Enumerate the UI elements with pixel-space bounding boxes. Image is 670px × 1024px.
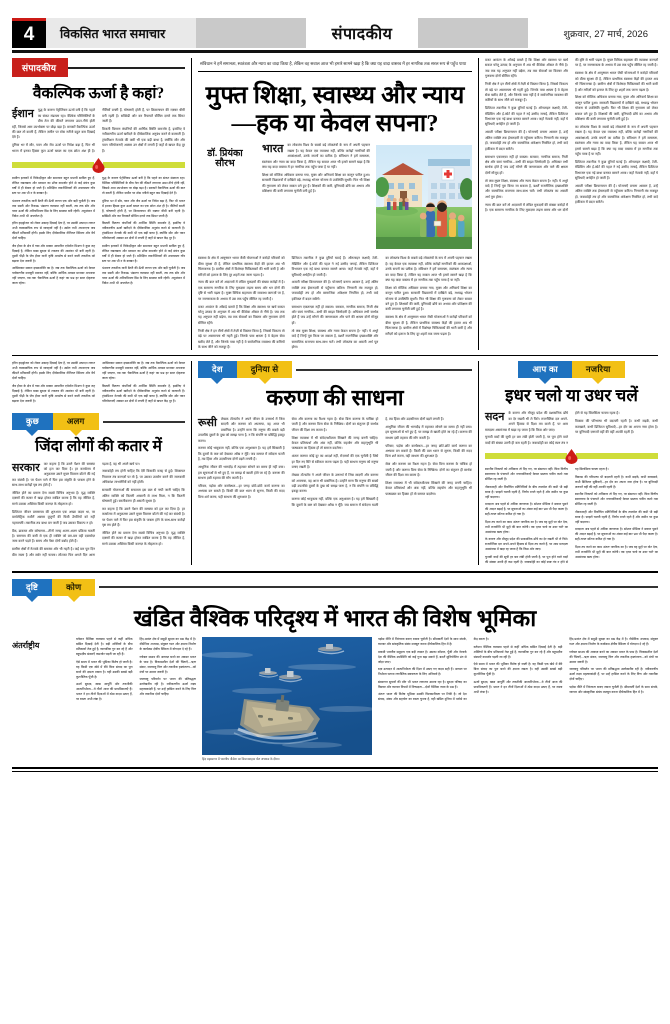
- zinda-tag-rule: [103, 421, 185, 423]
- editorial-label: संपादकीय: [12, 58, 68, 77]
- bottom-byline: अंतर्राष्ट्रीय: [12, 641, 40, 651]
- paragraph: बैंक, डाकघर और कोषागार—तीनों जगह अलग-अलग प्रक्रिया चलती है। समन्वय की कमी से एक ही व्यक्ति को बार-बार वही दस्तावेज़ जमा करने पड़ते हैं। समय और पैसा दोनों बर्बाद होते हैं।: [12, 528, 95, 544]
- paragraph: जैव ईंधन के क्षेत्र में गन्ना और मक्का आधारित एथेनॉल मिश्रण ने कुछ राह दिखाई है, लेकिन खाद्य सुरक्षा से टकराव की आशंका भी बनी रहती है। दूसरी पीढ़ी के जैव ईंधन यानी कृषि अवशेष से बनने वाली तकनीक को बढ़ावा देना ज़रूरी है।: [12, 383, 95, 403]
- paragraph: मतदाता अब पहले से अधिक जागरूक है। सोशल मीडिया ने सवाल पूछने की आदत बढ़ाई है, पर सूचनाओं का अंबार कई बार भ्रम भी पैदा करता है। सही-गलत छाँटना कठिन हो गया है।: [575, 527, 658, 542]
- bottom-headline: खंडित वैश्विक परिदृश्य में भारत की विशेष भूमिका: [133, 605, 537, 631]
- tag-nazariya[interactable]: नजरिया: [572, 361, 625, 378]
- paragraph: भंडारण तकनीक यानी बैटरी की ऊँची लागत एक और बड़ी चुनौती है। जब तक सस्ती और टिकाऊ भंडारण व्यवस्था नहीं बनती, तब तक सौर और पवन ऊर्जा की अनियमितता ग्रिड के लिए समस्या बनी रहेगी। अनुसंधान में निवेश अभी भी अपर्याप्त है।: [102, 266, 185, 286]
- masthead-spacer-right: [418, 18, 528, 48]
- paragraph: जवाबदेही तय होनी चाहिए कि देरी किसकी वजह से हुई। शिकायत निवारण तंत्र कागज़ों पर तो है, पर उसका उपयोग करने की जानकारी अधिकांश लाभार्थियों को नहीं होती।: [102, 469, 185, 485]
- tag-kuch[interactable]: कुछ: [12, 413, 53, 430]
- top-grid: [12, 58, 658, 350]
- main-lead-text: [262, 143, 370, 197]
- paragraph: लेखक टॉल्स्टॉय ने अपने जीवन के उत्तरार्ध में जिस सादगी और करुणा को अपनाया, वह आज भी प्रासंगिक है। उन्होंने माना कि मनुष्य की सबसे बड़ी उपलब्धि दूसरों के दुख को समझ पाना है, न कि संपत्ति या प्रसिद्धि इकट्ठा करना।: [291, 473, 379, 494]
- footer-rule-thin: [12, 771, 658, 772]
- paragraph: दिशा तय करने का काम अंततः नागरिक का है। जब वह मुद्दों पर वोट देगा, तभी राजनीति भी मुद्दों की बात करेगी। तब 'इधर चलो या उधर चलें' का असमंजस खत्म होगा।: [575, 544, 658, 559]
- divider-bar-left: [485, 453, 567, 459]
- paragraph: प्रवासी भारतीय समुदाय एक बड़ी ताक़त है। उसका कौशल, पूँजी और नेटवर्क देश की वैश्विक उपस्थिति को कई गुना बढ़ा सकते हैं, बशर्ते सुनियोजित ढंग से जोड़ा जाए।: [378, 649, 467, 664]
- paragraph: विकास की परिभाषा भी बदलती रहती है। कभी सड़कें, कभी कारख़ाने, कभी डिजिटल सुविधाएँ—हर दौर का अपना नारा होता है। पर बुनियादी ज़रूरतें वहीं की वहीं अटकी रहती हैं।: [575, 419, 658, 435]
- right-top-column: [478, 58, 658, 350]
- paragraph: का लोकतंत्र विश्व के सबसे बड़े लोकतंत्रों के रूप में अपनी पहचान रखता है। यह केवल एक व्यवस्था नहीं, बल्कि करोड़ों नागरिकों की आकांक्षाओं, उनके सपनों का प्रतीक है। संविधान ने हमें समानता, स्वतंत्रता और न्याय का वादा किया है, लेकिन यह सवाल आज भी हमारे सामने खड़ा है कि क्या यह वादा वास्तव में हर नागरिक तक पहुँच पाया है या नहीं।: [385, 256, 472, 282]
- paragraph: हिंद-प्रशांत क्षेत्र में समुद्री सुरक्षा का प्रश्न केंद्र में है। नौसैनिक अभ्यास, संयुक्त गश्त और क्षमता निर्माण के कार्यक्रम क्षेत्रीय स्थिरता में योगदान दे रहे हैं।: [139, 637, 196, 652]
- paragraph: स्वास्थ्य के क्षेत्र में आयुष्मान भारत जैसी योजनाओं ने करोड़ों परिवारों को बीमा सुरक्षा दी है, लेकिन प्राथमिक स्वास्थ्य केंद्रों की हालत अब भी चिंताजनक है। ग्रामीण क्षेत्रों में विशेषज्ञ चिकित्सकों की भारी कमी है और मरीज़ों को इलाज के लिए दूर शहरों तक जाना पड़ता है।: [385, 315, 472, 336]
- paragraph: समाधान एकतरफ़ा नहीं हो सकता। सरकार, नागरिक समाज, निजी क्षेत्र और स्वयं नागरिक—सभी की साझा जिम्मेदारी है। अधिकार तभी सार्थक होते हैं जब उन्हें माँगने की जागरूकता और पाने की क्षमता दोनों मौजूद हों।: [291, 304, 379, 325]
- zinda-body: [12, 462, 185, 559]
- paragraph: ऊर्जा सुरक्षा, खाद्य आपूर्ति और तकनीकी आत्मनिर्भरता—ये तीनों आज की प्राथमिकताएँ हैं। भारत ने इन तीनों दिशाओं में ठोस कदम उठाए हैं, पर रास्ता अभी लंबा है।: [76, 682, 133, 702]
- editorial-body: [12, 108, 185, 155]
- paragraph: तो क्या मुफ़्त शिक्षा, स्वास्थ्य और न्याय केवल सपना है? नहीं। ये अधूरे वादे हैं जिन्हें पूरा किया जा सकता है, बशर्ते राजनीतिक इच्छाशक्ति और सामाजिक सजगता साथ-साथ चलें। तभी लोकतंत्र का असली अर्थ पूरा होगा।: [291, 328, 379, 349]
- paragraph: बिजली वितरण कंपनियों की आर्थिक स्थिति कमजोर है, इसलिए वे नवीकरणीय ऊर्जा खरीदने के दीर्घकालिक अनुबंध करने से कतराती हैं। ट्रांसमिशन नेटवर्क की कमी भी एक बड़ी बाधा है, क्योंकि सौर और पवन परियोजनाएँ अक्सर उन क्षेत्रों में लगती हैं जहाँ से खपत केंद्र दूर हैं।: [102, 127, 185, 153]
- paragraph: जीवित होने का प्रमाण देना सबसे विचित्र अनुभव है। वृद्ध व्यक्ति दफ़्तरों की कतार में खड़ा होकर साबित करता है कि वह जीवित है, मानो उसका अस्तित्व किसी कागज़ के मोहताज हो।: [12, 491, 95, 506]
- main-lead-word: भारत: [262, 143, 284, 156]
- paragraph: के कारण और मौजूद प्रदेश की प्रशासनिक ढाँचे का देर रखती भी ले फिरे। राजनीतिक दल अपने-अपने हिसाब से दिशा तय करते हैं, पर आम मतदाता असमंजस में खड़ा रह जाता है कि किस ओर जाए।: [485, 411, 568, 432]
- paragraph: जलवायु परिवर्तन पर भारत की प्रतिबद्धता उल्लेखनीय रही है। नवीकरणीय ऊर्जा लक्ष्य महत्वाकांक्षी हैं, पर उन्हें हासिल करने के लिए वित्त और तकनीक दोनों चाहिए।: [139, 677, 196, 697]
- masthead: [12, 18, 658, 48]
- main-byline: डॉ. प्रियंका सौरभ: [207, 149, 243, 169]
- tag-duniya-se[interactable]: दुनिया से: [237, 361, 293, 378]
- paragraph: अंततः भारत की विशेष भूमिका उसकी विश्वसनीयता पर टिकी है। जो देश संवाद, संयम और सहयोग का रास्ता चुनता है, वही खंडित दुनिया में भरोसे का केंद्र बनता है।: [378, 637, 489, 702]
- paragraph: डिजिटल जीवन प्रमाणपत्र की शुरुआत एक अच्छा कदम था, पर बायोमेट्रिक मशीनें अक्सर बुज़ुर्गों की घिसी उँगलियों को नहीं पहचानतीं। तकनीक तब बाधा बन जाती है जब उसका विकल्प न हो।: [12, 509, 95, 525]
- tag-kon[interactable]: कोण: [52, 579, 95, 596]
- main-top-row: [198, 143, 472, 253]
- paragraph: निजी क्षेत्र ने इन तीनों क्षेत्रों में तेज़ी से विस्तार किया है, जिससे विकल्प तो बढ़े पर असमानता भी गहरी हुई। जिनके पास क्षमता है वे बेहतर सेवा खरीद लेते हैं, और जिनके पास नहीं है वे सार्वजनिक व्यवस्था की कमियों के साथ जीने को मजबूर हैं।: [485, 82, 568, 103]
- mid-rule: [12, 355, 658, 356]
- idhar-body: [485, 411, 658, 446]
- middle-left-column: [12, 361, 192, 564]
- drop-divider-right: [485, 450, 658, 462]
- bottom-left-body: [76, 637, 196, 702]
- bottom-content-row: [12, 637, 658, 761]
- paragraph: वर्तमान वैश्विक व्यवस्था पहले से कहीं अधिक खंडित दिखाई देती है। बड़ी शक्तियों के बीच प्रतिस्पर्धा तेज़ हुई है, व्यापारिक गुट बन रहे हैं और बहुपक्षीय संस्थाएँ कमजोर पड़ती जा रही हैं।: [76, 637, 133, 657]
- paragraph: चुनावी वादों की सूची हर बार लंबी होती जाती है, पर पूरा होने वाले वादों की संख्या उतनी ही कम रहती है। जवाबदेही का कोई स्पष्ट तंत्र न होने से यह सिलसिला चलता रहता है।: [485, 411, 620, 445]
- drop-divider: [12, 159, 185, 171]
- section-title: संपादकीय: [306, 18, 419, 48]
- bottom-byline-box: [12, 637, 70, 651]
- paragraph: नौकरशाही और निर्वाचित प्रतिनिधियों के बीच तालमेल की कमी भी बड़ी बाधा है। फ़ाइलें चलती रहती हैं, निर्णय टलते रहते हैं और ज़मीन पर कुछ नहीं बदलता।: [485, 484, 568, 499]
- paragraph: हरित हाइड्रोजन को लेकर उत्साह दिखाई देता है, पर उसकी उत्पादन लागत अभी व्यावसायिक रूप से व्यवहार्य नहीं है। उद्योग तभी अपनाएगा जब कीमतें प्रतिस्पर्धी होंगी। इसके लिए दीर्घकालिक नीतिगत स्थिरता और धैर्य दोनों चाहिए।: [12, 361, 95, 381]
- tag-aap-ka[interactable]: आप का: [518, 361, 571, 378]
- main-body-3col: [198, 256, 472, 350]
- karuna-headline: करुणा की साधना: [266, 385, 404, 411]
- paragraph: ऊर्जा सुरक्षा, खाद्य आपूर्ति और तकनीकी आत्मनिर्भरता—ये तीनों आज की प्राथमिकताएँ हैं। भारत ने इन तीनों दिशाओं में ठोस कदम उठाए हैं, पर रास्ता अभी लंबा है।: [473, 679, 563, 694]
- paragraph: शिक्षा को मौलिक अधिकार बनाया गया, मुफ़्त और अनिवार्य शिक्षा का कानून पारित हुआ। सरकारी विद्यालयों में दाखिले बढ़े, मध्याह्न भोजन योजना से उपस्थिति सुधरी। फिर भी शिक्षा की गुणवत्ता को लेकर सवाल बने हुए हैं। शिक्षकों की कमी, बुनियादी ढाँचे का अभाव और प्रशिक्षण की कमी लगातार चुनौती बनी हुई है।: [262, 172, 370, 194]
- paragraph: स्वास्थ्य के क्षेत्र में आयुष्मान भारत जैसी योजनाओं ने करोड़ों परिवारों को बीमा सुरक्षा दी है, लेकिन प्राथमिक स्वास्थ्य केंद्रों की हालत अब भी चिंताजनक है। ग्रामीण क्षेत्रों में विशेषज्ञ चिकित्सकों की भारी कमी है और मरीज़ों को इलाज के लिए दूर शहरों तक जाना पड़ता है।: [575, 71, 658, 92]
- idhar-tag-row: [485, 361, 658, 378]
- paragraph: हिंद-प्रशांत क्षेत्र में समुद्री सुरक्षा का प्रश्न केंद्र में है। नौसैनिक अभ्यास, संयुक्त गश्त और क्षमता निर्माण के कार्यक्रम क्षेत्रीय स्थिरता में योगदान दे रहे हैं।: [569, 637, 658, 647]
- editorial-tail: [12, 361, 185, 406]
- paragraph: करुणा कोई भावुकता नहीं, बल्कि एक अनुशासन है। यह हमें सिखाती है कि दूसरों के कष्ट को देखकर आँख न मूँदें। जब समाज में संवेदना घटती है, तब हिंसा और उदासीनता दोनों बढ़ने लगती हैं।: [291, 416, 444, 507]
- paragraph: बिजली वितरण कंपनियों की आर्थिक स्थिति कमजोर है, इसलिए वे नवीकरणीय ऊर्जा खरीदने के दीर्घकालिक अनुबंध करने से कतराती हैं। ट्रांसमिशन नेटवर्क की कमी भी एक बड़ी बाधा है, क्योंकि सौर और पवन परियोजनाएँ अक्सर उन क्षेत्रों में लगती हैं जहाँ से खपत केंद्र दूर हैं।: [102, 383, 185, 403]
- paragraph: ऐसे समय में भारत की भूमिका विशेष हो जाती है। वह किसी एक खेमे में बँधे बिना संवाद का पुल बनने की क्षमता रखता है। यही उसकी सबसे बड़ी कूटनीतिक पूँजी है।: [76, 659, 133, 679]
- paragraph: दुनिया भर में सौर, पवन और जैव ऊर्जा पर निवेश बढ़ा है, फिर भी भारत में इनका हिस्सा कुल ऊर्जा खपत का एक छोटा अंश ही है। नीतियाँ बनती हैं, घोषणाएँ होती हैं, पर क्रियान्वयन की रफ़्तार धीमी बनी रहती है। सब्सिडी और कर रियायतें सीमित दायरे तक सिमट जाती हैं।: [12, 108, 185, 153]
- paragraph: स्थानीय निकायों को अधिकार तो दिए गए, पर संसाधन नहीं। बिना वित्तीय स्वायत्तता के पंचायतें और नगरपालिकाएँ केवल प्रस्ताव पारित करने तक सीमित रह जाती हैं।: [485, 467, 568, 482]
- editorial-label-rule: [68, 67, 185, 69]
- bottom-image-box: [202, 637, 372, 761]
- main-lead-body: [262, 143, 370, 194]
- page-number: 4: [12, 18, 46, 48]
- bottom-right-body: [378, 637, 658, 702]
- main-headline: मुफ्त शिक्षा, स्वास्थ्य और न्याय—हक या केवल सपना?: [205, 82, 465, 137]
- bottom-article: [12, 579, 658, 762]
- paragraph: जलवायु परिवर्तन पर भारत की प्रतिबद्धता उल्लेखनीय रही है। नवीकरणीय ऊर्जा लक्ष्य महत्वाकांक्षी हैं, पर उन्हें हासिल करने के लिए वित्त और तकनीक दोनों चाहिए।: [569, 667, 658, 682]
- paragraph: के कारण और मौजूद प्रदेश की प्रशासनिक ढाँचे का देर रखती भी ले फिरे। राजनीतिक दल अपने-अपने हिसाब से दिशा तय करते हैं, पर आम मतदाता असमंजस में खड़ा रह जाता है कि किस ओर जाए।: [485, 537, 568, 552]
- paragraph: युद्ध के कारण पेट्रोलियम ऊर्जा बनी है कि पहले का संकट मंडराता रहा। वैश्विक परिस्थितियों के बीच तेल की कीमतें लगातार ऊपर-नीचे होती रहीं, जिससे आम उपभोक्ता पर बोझ बढ़ा है। सरकारें वैकल्पिक ऊर्जा की बात तो करती हैं, लेकिन ज़मीन पर ठोस नतीजे बहुत कम दिखाई देते हैं।: [12, 108, 95, 140]
- bottom-right-text: [378, 637, 658, 702]
- paragraph: कर कहना है कि उसने पेंशन की समस्या को हल कर दिया है। हर कार्यालय में अनुक्रमण उसने मुफ़्त विवरण बाँटने की गई कर संबंधी है। पर पेंशन पाने में फिर इस संकृति के पात्रता होने के साथ-साथ करोड़ों पृष्ठ तय होते हैं।: [102, 506, 185, 528]
- editorial-headline: वैकल्पिक ऊर्जा है कहां?: [32, 85, 165, 102]
- paragraph: आखिरकार सवाल इच्छाशक्ति का है। जब तक वैकल्पिक ऊर्जा को केवल पर्यावरणीय मजबूरी मानकर नहीं, बल्कि आर्थिक अवसर मानकर अपनाया नहीं जाएगा, तब तक 'वैकल्पिक ऊर्जा है कहां' का प्रश्न हर साल दोहराया जाता रहेगा।: [102, 361, 185, 381]
- paragraph: का लोकतंत्र विश्व के सबसे बड़े लोकतंत्रों के रूप में अपनी पहचान रखता है। यह केवल एक व्यवस्था नहीं, बल्कि करोड़ों नागरिकों की आकांक्षाओं, उनके सपनों का प्रतीक है। संविधान ने हमें समानता, स्वतंत्रता और न्याय का वादा किया है, लेकिन यह सवाल आज भी हमारे सामने खड़ा है कि क्या यह वादा वास्तव में हर नागरिक तक पहुँच पाया है या नहीं।: [575, 124, 658, 156]
- paragraph: जैव ईंधन के क्षेत्र में गन्ना और मक्का आधारित एथेनॉल मिश्रण ने कुछ राह दिखाई है, लेकिन खाद्य सुरक्षा से टकराव की आशंका भी बनी रहती है। दूसरी पीढ़ी के जैव ईंधन यानी कृषि अवशेष से बनने वाली तकनीक को बढ़ावा देना ज़रूरी है।: [12, 243, 95, 263]
- paragraph: असली परीक्षा क्रियान्वयन की है। योजनाएँ बनाना आसान है, उन्हें अंतिम व्यक्ति तक ईमानदारी से पहुँचाना कठिन। निगरानी तंत्र मजबूत हो, जवाबदेही तय हो और सामाजिक अंकेक्षण नियमित हो, तभी वादे हकीकत में बदल सकेंगे।: [485, 130, 568, 151]
- middle-grid: [12, 361, 658, 564]
- paragraph: पड़ोस नीति में निरंतरता बनाए रखना चुनौती है। सीमावर्ती देशों के साथ संपर्क, व्यापार और सांस्कृतिक संबंध मजबूत करना दीर्घकालिक हित में है।: [378, 637, 467, 647]
- paragraph: दुनिया भर में सौर, पवन और जैव ऊर्जा पर निवेश बढ़ा है, फिर भी भारत में इनका हिस्सा कुल ऊर्जा खपत का एक छोटा अंश ही है। नीतियाँ बनती हैं, घोषणाएँ होती हैं, पर क्रियान्वयन की रफ़्तार धीमी बनी रहती है। सब्सिडी और कर रियायतें सीमित दायरे तक सिमट जाती हैं।: [102, 198, 185, 218]
- paragraph: बजट आवंटन के आँकड़े बताते हैं कि शिक्षा और स्वास्थ्य पर खर्च सकल घरेलू उत्पाद के अनुपात में अब भी वैश्विक औसत से नीचे है। जब तक यह अनुपात नहीं बढ़ेगा, तब तक सेवाओं का विस्तार और गुणवत्ता दोनों सीमित रहेंगे।: [198, 304, 285, 325]
- paragraph: परिवार, पड़ोस और कार्यस्थल—हर जगह छोटे-छोटे कार्य करुणा का अभ्यास बन सकते हैं। किसी की बात ध्यान से सुनना, किसी की मदद बिना शर्त करना, यही साधना की शुरुआत है।: [385, 443, 472, 459]
- zinda-tag-row: [12, 413, 185, 430]
- paragraph: समाधान एकतरफ़ा नहीं हो सकता। सरकार, नागरिक समाज, निजी क्षेत्र और स्वयं नागरिक—सभी की साझा जिम्मेदारी है। अधिकार तभी सार्थक होते हैं जब उन्हें माँगने की जागरूकता और पाने की क्षमता दोनों मौजूद हों।: [485, 154, 568, 175]
- section-idhar: [478, 361, 658, 564]
- main-illustration-box: [376, 145, 472, 249]
- paragraph: डिजिटल तकनीक ने कुछ दूरियाँ घटाई हैं। ऑनलाइन कक्षाएँ, टेली-मेडिसिन और ई-कोर्ट की पहल ने नई उम्मीद जगाई, लेकिन डिजिटल विभाजन एक नई बाधा बनकर सामने आया। जहाँ नेटवर्क नहीं, वहाँ ये सुविधाएँ अर्थहीन हो जाती हैं।: [485, 106, 568, 127]
- paragraph: आखिरकार सवाल इच्छाशक्ति का है। जब तक वैकल्पिक ऊर्जा को केवल पर्यावरणीय मजबूरी मानकर नहीं, बल्कि आर्थिक अवसर मानकर अपनाया नहीं जाएगा, तब तक 'वैकल्पिक ऊर्जा है कहां' का प्रश्न हर साल दोहराया जाता रहेगा।: [12, 266, 95, 286]
- editorial-label-row: [12, 58, 185, 77]
- paragraph: पड़ोस नीति में निरंतरता बनाए रखना चुनौती है। सीमावर्ती देशों के साथ संपर्क, व्यापार और सांस्कृतिक संबंध मजबूत करना दीर्घकालिक हित में है।: [569, 684, 658, 694]
- paragraph: युद्ध के कारण पेट्रोलियम ऊर्जा बनी है कि पहले का संकट मंडराता रहा। वैश्विक परिस्थितियों के बीच तेल की कीमतें लगातार ऊपर-नीचे होती रहीं, जिससे आम उपभोक्ता पर बोझ बढ़ा है। सरकारें वैकल्पिक ऊर्जा की बात तो करती हैं, लेकिन ज़मीन पर ठोस नतीजे बहुत कम दिखाई देते हैं।: [102, 176, 185, 196]
- paragraph: लेखक टॉल्स्टॉय ने अपने जीवन के उत्तरार्ध में जिस सादगी और करुणा को अपनाया, वह आज भी प्रासंगिक है। उन्होंने माना कि मनुष्य की सबसे बड़ी उपलब्धि दूसरों के दुख को समझ पाना है, न कि संपत्ति या प्रसिद्धि इकट्ठा करना।: [198, 416, 285, 443]
- paragraph: विकास की परिभाषा भी बदलती रहती है। कभी सड़कें, कभी कारख़ाने, कभी डिजिटल सुविधाएँ—हर दौर का अपना नारा होता है। पर बुनियादी ज़रूरतें वहीं की वहीं अटकी रहती हैं।: [575, 474, 658, 489]
- paragraph: चुनावी वादों की सूची हर बार लंबी होती जाती है, पर पूरा होने वाले वादों की संख्या उतनी ही कम रहती है। जवाबदेही का कोई स्पष्ट तंत्र न होने से यह सिलसिला चलता रहता है।: [485, 467, 609, 564]
- paragraph: शिक्षा को मौलिक अधिकार बनाया गया, मुफ़्त और अनिवार्य शिक्षा का कानून पारित हुआ। सरकारी विद्यालयों में दाखिले बढ़े, मध्याह्न भोजन योजना से उपस्थिति सुधरी। फिर भी शिक्षा की गुणवत्ता को लेकर सवाल बने हुए हैं। शिक्षकों की कमी, बुनियादी ढाँचे का अभाव और प्रशिक्षण की कमी लगातार चुनौती बनी हुई है।: [575, 95, 658, 122]
- paragraph: बिजली वितरण कंपनियों की आर्थिक स्थिति कमजोर है, इसलिए वे नवीकरणीय ऊर्जा खरीदने के दीर्घकालिक अनुबंध करने से कतराती हैं। ट्रांसमिशन नेटवर्क की कमी भी एक बड़ी बाधा है, क्योंकि सौर और पवन परियोजनाएँ अक्सर उन क्षेत्रों में लगती हैं जहाँ से खपत केंद्र दूर हैं।: [102, 221, 185, 241]
- masthead-spacer-left: [196, 18, 306, 48]
- idhar-byline: सदन: [485, 411, 505, 424]
- paragraph: ऐसे समय में भारत की भूमिका विशेष हो जाती है। वह किसी एक खेमे में बँधे बिना संवाद का पुल बनने की क्षमता रखता है। यही उसकी सबसे बड़ी कूटनीतिक पूँजी है।: [473, 662, 563, 677]
- idhar-body-cont: [485, 467, 658, 564]
- paragraph: आधुनिक जीवन की भागदौड़ में ठहरकर सोचने का समय ही नहीं बचा। हम सूचनाओं से भरे हुए हैं, पर समझ से खाली होते जा रहे हैं। करुणा की साधना इसी ठहराव की माँग करती है।: [198, 465, 285, 480]
- paragraph: कर कहना है कि उसने पेंशन की समस्या को हल कर दिया है। हर कार्यालय में अनुक्रमण उसने मुफ़्त विवरण बाँटने की गई कर संबंधी है। पर पेंशन पाने में फिर इस संकृति के पात्रता होने के साथ-साथ करोड़ों पृष्ठ तय होते हैं।: [12, 461, 95, 488]
- idhar-headline: इधर चलो या उधर चलें: [505, 386, 638, 406]
- paper-name: विकसित भारत समाचार: [46, 18, 196, 48]
- school-hospital-family-illustration: [376, 145, 472, 249]
- paragraph: ग्लोबल साउथ की आवाज़ बनने का अवसर भारत के पास है। विकासशील देशों की चिंताएँ—ऋण संकट, जलवायु वित्त और तकनीक हस्तांतरण—को मंचों पर उठाना ज़रूरी है।: [139, 654, 196, 674]
- editorial-body-cont: [12, 176, 185, 288]
- paragraph: नौकरशाही और निर्वाचित प्रतिनिधियों के बीच तालमेल की कमी भी बड़ी बाधा है। फ़ाइलें चलती रहती हैं, निर्णय टलते रहते हैं और ज़मीन पर कुछ नहीं बदलता।: [575, 509, 658, 524]
- paragraph: न्याय की बात करें तो अदालतों में लंबित मुकदमों की संख्या करोड़ों में है। एक सामान्य नागरिक के लिए मुकदमा लड़ना समय और धन दोनों की दृष्टि से भारी पड़ता है। मुफ़्त विधिक सहायता की व्यवस्था कागज़ों पर है, पर जागरूकता के अभाव में उस तक पहुँच सीमित रह जाती है।: [485, 58, 658, 213]
- editorial-column: [12, 58, 192, 350]
- right-top-body: [485, 58, 658, 214]
- masthead-rule: [12, 50, 658, 53]
- paragraph: का लोकतंत्र विश्व के सबसे बड़े लोकतंत्रों के रूप में अपनी पहचान रखता है। यह केवल एक व्यवस्था नहीं, बल्कि करोड़ों नागरिकों की आकांक्षाओं, उनके सपनों का प्रतीक है। संविधान ने हमें समानता, स्वतंत्रता और न्याय का वादा किया है, लेकिन यह सवाल आज भी हमारे सामने खड़ा है कि क्या यह वादा वास्तव में हर नागरिक तक पहुँच पाया है या नहीं।: [262, 143, 370, 169]
- paragraph: तो क्या मुफ़्त शिक्षा, स्वास्थ्य और न्याय केवल सपना है? नहीं। ये अधूरे वादे हैं जिन्हें पूरा किया जा सकता है, बशर्ते राजनीतिक इच्छाशक्ति और सामाजिक सजगता साथ-साथ चलें। तभी लोकतंत्र का असली अर्थ पूरा होगा।: [485, 178, 568, 199]
- paragraph: असली परीक्षा क्रियान्वयन की है। योजनाएँ बनाना आसान है, उन्हें अंतिम व्यक्ति तक ईमानदारी से पहुँचाना कठिन। निगरानी तंत्र मजबूत हो, जवाबदेही तय हो और सामाजिक अंकेक्षण नियमित हो, तभी वादे हकीकत में बदल सकेंगे।: [291, 280, 379, 301]
- bottom-tag-rule: [99, 586, 658, 588]
- paragraph: ग्रामीण इलाकों में विकेन्द्रीकृत सौर समाधान बहुत प्रभावी साबित हुए हैं, लेकिन रखरखाव और मरम्मत का ढाँचा कमजोर होने से कई संयंत्र कुछ वर्षों में ही बेकार हो जाते हैं। प्रशिक्षित तकनीशियनों की उपलब्धता गाँव स्तर पर अब भी न के बराबर है।: [102, 243, 185, 263]
- paragraph: दिशा तय करने का काम अंततः नागरिक का है। जब वह मुद्दों पर वोट देगा, तभी राजनीति भी मुद्दों की बात करेगी। तब 'इधर चलो या उधर चलें' का असमंजस खत्म होगा।: [485, 519, 568, 534]
- section-zinda: [12, 413, 185, 558]
- main-strap: संविधान ने हमें समानता, स्वतंत्रता और न्याय का वादा किया है, लेकिन वह सवाल आज भी हमारे सामने खड़ा है कि क्या यह वादा वास्तव में हर नागरिक तक सरल रूप से पहुँच पाया: [198, 58, 472, 72]
- paragraph: डिजिटल तकनीक ने कुछ दूरियाँ घटाई हैं। ऑनलाइन कक्षाएँ, टेली-मेडिसिन और ई-कोर्ट की पहल ने नई उम्मीद जगाई, लेकिन डिजिटल विभाजन एक नई बाधा बनकर सामने आया। जहाँ नेटवर्क नहीं, वहाँ ये सुविधाएँ अर्थहीन हो जाती हैं।: [291, 256, 379, 277]
- bottom-rule: [12, 571, 658, 573]
- zinda-byline: सरकार: [12, 461, 40, 474]
- paragraph: स्थानीय निकायों को अधिकार तो दिए गए, पर संसाधन नहीं। बिना वित्तीय स्वायत्तता के पंचायतें और नगरपालिकाएँ केवल प्रस्ताव पारित करने तक सीमित रह जाती हैं।: [575, 492, 658, 507]
- water-drop-icon: [565, 449, 578, 464]
- water-drop-icon: [92, 158, 105, 173]
- paragraph: वर्तमान वैश्विक व्यवस्था पहले से कहीं अधिक खंडित दिखाई देती है। बड़ी शक्तियों के बीच प्रतिस्पर्धा तेज़ हुई है, व्यापारिक गुट बन रहे हैं और बहुपक्षीय संस्थाएँ कमजोर पड़ती जा रही हैं।: [473, 644, 563, 659]
- paragraph: हरित हाइड्रोजन को लेकर उत्साह दिखाई देता है, पर उसकी उत्पादन लागत अभी व्यावसायिक रूप से व्यवहार्य नहीं है। उद्योग तभी अपनाएगा जब कीमतें प्रतिस्पर्धी होंगी। इसके लिए दीर्घकालिक नीतिगत स्थिरता और धैर्य दोनों चाहिए।: [12, 221, 95, 241]
- paragraph: निजी क्षेत्र ने इन तीनों क्षेत्रों में तेज़ी से विस्तार किया है, जिससे विकल्प तो बढ़े पर असमानता भी गहरी हुई। जिनके पास क्षमता है वे बेहतर सेवा खरीद लेते हैं, और जिनके पास नहीं है वे सार्वजनिक व्यवस्था की कमियों के साथ जीने को मजबूर हैं।: [198, 328, 285, 349]
- karuna-body: [198, 417, 472, 508]
- bottom-left-text: [76, 637, 196, 702]
- paragraph: जीवित होने का प्रमाण देना सबसे विचित्र अनुभव है। वृद्ध व्यक्ति दफ़्तरों की कतार में खड़ा होकर साबित करता है कि वह जीवित है, मानो उसका अस्तित्व किसी कागज़ के मोहताज हो।: [102, 531, 185, 546]
- divider-bar-right: [103, 162, 185, 168]
- paragraph: सरकारी योजनाओं की सफलता इस बात से नापी जानी चाहिए कि अंतिम व्यक्ति को कितनी आसानी से लाभ मिला, न कि कितनी घोषणाएँ हुईं। सरलीकरण ही असली सुधार है।: [102, 488, 185, 503]
- karuna-byline: रूसी: [198, 416, 217, 429]
- karuna-tag-rule: [296, 369, 472, 371]
- main-article-column: [192, 58, 478, 350]
- tag-alag[interactable]: अलग: [53, 413, 99, 430]
- editorial-byline: ईशान: [12, 108, 34, 121]
- bottom-image-caption: हिंद महासागर में भारतीय नौसेना का विमानवाहक पोत अभ्यास के दौरान: [202, 756, 280, 761]
- paragraph: रक्षा उत्पादन में आत्मनिर्भरता की दिशा में उठाए गए कदम सही हैं। आयात पर निर्भरता घटाना रणनीतिक स्वायत्तता के लिए अनिवार्य है।: [378, 667, 467, 677]
- paragraph: अंततः करुणा कोई दूर का आदर्श नहीं, रोज़मर्रा की एक चुनौती है जिसे हर दिन नए सिरे से स्वीकार करना पड़ता है। यही साधना मनुष्य को मनुष्य बनाए रखती है।: [291, 454, 379, 470]
- section-karuna: [192, 361, 478, 564]
- paragraph: शिक्षा व्यवस्था में भी संवेदनशीलता सिखाने की जगह बननी चाहिए। केवल प्रतिस्पर्धा और अंक नहीं, बल्कि सहयोग और सहानुभूति भी पाठ्यक्रम का हिस्सा हों तो समाज बदलेगा।: [385, 481, 472, 496]
- paragraph: मतदाता अब पहले से अधिक जागरूक है। सोशल मीडिया ने सवाल पूछने की आदत बढ़ाई है, पर सूचनाओं का अंबार कई बार भ्रम भी पैदा करता है। सही-गलत छाँटना कठिन हो गया है।: [485, 502, 568, 517]
- main-byline-box: [198, 143, 256, 170]
- paragraph: ग्लोबल साउथ की आवाज़ बनने का अवसर भारत के पास है। विकासशील देशों की चिंताएँ—ऋण संकट, जलवायु वित्त और तकनीक हस्तांतरण—को मंचों पर उठाना ज़रूरी है।: [569, 649, 658, 664]
- paragraph: करुणा कोई भावुकता नहीं, बल्कि एक अनुशासन है। यह हमें सिखाती है कि दूसरों के कष्ट को देखकर आँख न मूँदें। जब समाज में संवेदना घटती है, तब हिंसा और उदासीनता दोनों बढ़ने लगती हैं।: [198, 446, 285, 462]
- karuna-tag-row: [198, 361, 472, 378]
- tag-drishti[interactable]: दृष्टि: [12, 579, 52, 596]
- footer-rule: [12, 767, 658, 769]
- zinda-headline: जिंदा लोगों की कतार में: [35, 438, 162, 456]
- paragraph: न्याय की बात करें तो अदालतों में लंबित मुकदमों की संख्या करोड़ों में है। एक सामान्य नागरिक के लिए मुकदमा लड़ना समय और धन दोनों की दृष्टि से भारी पड़ता है। मुफ़्त विधिक सहायता की व्यवस्था कागज़ों पर है, पर जागरूकता के अभाव में उस तक पहुँच सीमित रह जाती है।: [198, 280, 285, 301]
- divider-bar-right: [576, 453, 658, 459]
- tag-desh[interactable]: देश: [198, 361, 237, 378]
- paragraph: असली परीक्षा क्रियान्वयन की है। योजनाएँ बनाना आसान है, उन्हें अंतिम व्यक्ति तक ईमानदारी से पहुँचाना कठिन। निगरानी तंत्र मजबूत हो, जवाबदेही तय हो और सामाजिक अंकेक्षण नियमित हो, तभी वादे हकीकत में बदल सकेंगे।: [575, 184, 658, 205]
- paragraph: शिक्षा व्यवस्था में भी संवेदनशीलता सिखाने की जगह बननी चाहिए। केवल प्रतिस्पर्धा और अंक नहीं, बल्कि सहयोग और सहानुभूति भी पाठ्यक्रम का हिस्सा हों तो समाज बदलेगा।: [291, 435, 379, 451]
- publication-date: शुक्रवार, 27 मार्च, 2026: [528, 18, 658, 48]
- paragraph: आधुनिक जीवन की भागदौड़ में ठहरकर सोचने का समय ही नहीं बचा। हम सूचनाओं से भरे हुए हैं, पर समझ से खाली होते जा रहे हैं। करुणा की साधना इसी ठहराव की माँग करती है।: [385, 424, 472, 440]
- paragraph: संस्थागत सुधारों की माँग भी भारत लगातार उठाता रहा है। सुरक्षा परिषद का विस्तार और व्यापार नियमों में निष्पक्षता—दोनों वैश्विक न्याय के प्रश्न हैं।: [378, 679, 467, 689]
- divider-bar-left: [12, 162, 94, 168]
- paragraph: डिजिटल तकनीक ने कुछ दूरियाँ घटाई हैं। ऑनलाइन कक्षाएँ, टेली-मेडिसिन और ई-कोर्ट की पहल ने नई उम्मीद जगाई, लेकिन डिजिटल विभाजन एक नई बाधा बनकर सामने आया। जहाँ नेटवर्क नहीं, वहाँ ये सुविधाएँ अर्थहीन हो जाती हैं।: [575, 159, 658, 181]
- paragraph: भंडारण तकनीक यानी बैटरी की ऊँची लागत एक और बड़ी चुनौती है। जब तक सस्ती और टिकाऊ भंडारण व्यवस्था नहीं बनती, तब तक सौर और पवन ऊर्जा की अनियमितता ग्रिड के लिए समस्या बनी रहेगी। अनुसंधान में निवेश अभी भी अपर्याप्त है।: [12, 198, 95, 218]
- paragraph: शिक्षा को मौलिक अधिकार बनाया गया, मुफ़्त और अनिवार्य शिक्षा का कानून पारित हुआ। सरकारी विद्यालयों में दाखिले बढ़े, मध्याह्न भोजन योजना से उपस्थिति सुधरी। फिर भी शिक्षा की गुणवत्ता को लेकर सवाल बने हुए हैं। शिक्षकों की कमी, बुनियादी ढाँचे का अभाव और प्रशिक्षण की कमी लगातार चुनौती बनी हुई है।: [385, 285, 472, 312]
- paragraph: ग्रामीण इलाकों में विकेन्द्रीकृत सौर समाधान बहुत प्रभावी साबित हुए हैं, लेकिन रखरखाव और मरम्मत का ढाँचा कमजोर होने से कई संयंत्र कुछ वर्षों में ही बेकार हो जाते हैं। प्रशिक्षित तकनीशियनों की उपलब्धता गाँव स्तर पर अब भी न के बराबर है।: [12, 176, 95, 196]
- aircraft-carrier-photo: [202, 637, 372, 755]
- paragraph: सेवा और करुणा का रिश्ता गहरा है। सेवा बिना करुणा के यांत्रिक हो जाती है और करुणा बिना सेवा के निष्क्रिय। दोनों का संतुलन ही सार्थक जीवन की दिशा तय करता है।: [291, 416, 379, 432]
- bottom-tag-row: [12, 579, 658, 596]
- paragraph: बजट आवंटन के आँकड़े बताते हैं कि शिक्षा और स्वास्थ्य पर खर्च सकल घरेलू उत्पाद के अनुपात में अब भी वैश्विक औसत से नीचे है। जब तक यह अनुपात नहीं बढ़ेगा, तब तक सेवाओं का विस्तार और गुणवत्ता दोनों सीमित रहेंगे।: [485, 58, 568, 79]
- paragraph: स्वास्थ्य के क्षेत्र में आयुष्मान भारत जैसी योजनाओं ने करोड़ों परिवारों को बीमा सुरक्षा दी है, लेकिन प्राथमिक स्वास्थ्य केंद्रों की हालत अब भी चिंताजनक है। ग्रामीण क्षेत्रों में विशेषज्ञ चिकित्सकों की भारी कमी है और मरीज़ों को इलाज के लिए दूर शहरों तक जाना पड़ता है।: [198, 256, 285, 277]
- paragraph: ग्रामीण क्षेत्रों में नेटवर्क की समस्या और भी गहरी है। कई बार पूरा दिन बीत जाता है और सर्वर नहीं चलता। लौटकर फिर अगले दिन आना पड़ता है, वह भी अपने खर्च पर।: [12, 461, 140, 557]
- paragraph: सेवा और करुणा का रिश्ता गहरा है। सेवा बिना करुणा के यांत्रिक हो जाती है और करुणा बिना सेवा के निष्क्रिय। दोनों का संतुलन ही सार्थक जीवन की दिशा तय करता है।: [385, 462, 472, 478]
- paragraph: परिवार, पड़ोस और कार्यस्थल—हर जगह छोटे-छोटे कार्य करुणा का अभ्यास बन सकते हैं। किसी की बात ध्यान से सुनना, किसी की मदद बिना शर्त करना, यही साधना की शुरुआत है।: [198, 483, 285, 499]
